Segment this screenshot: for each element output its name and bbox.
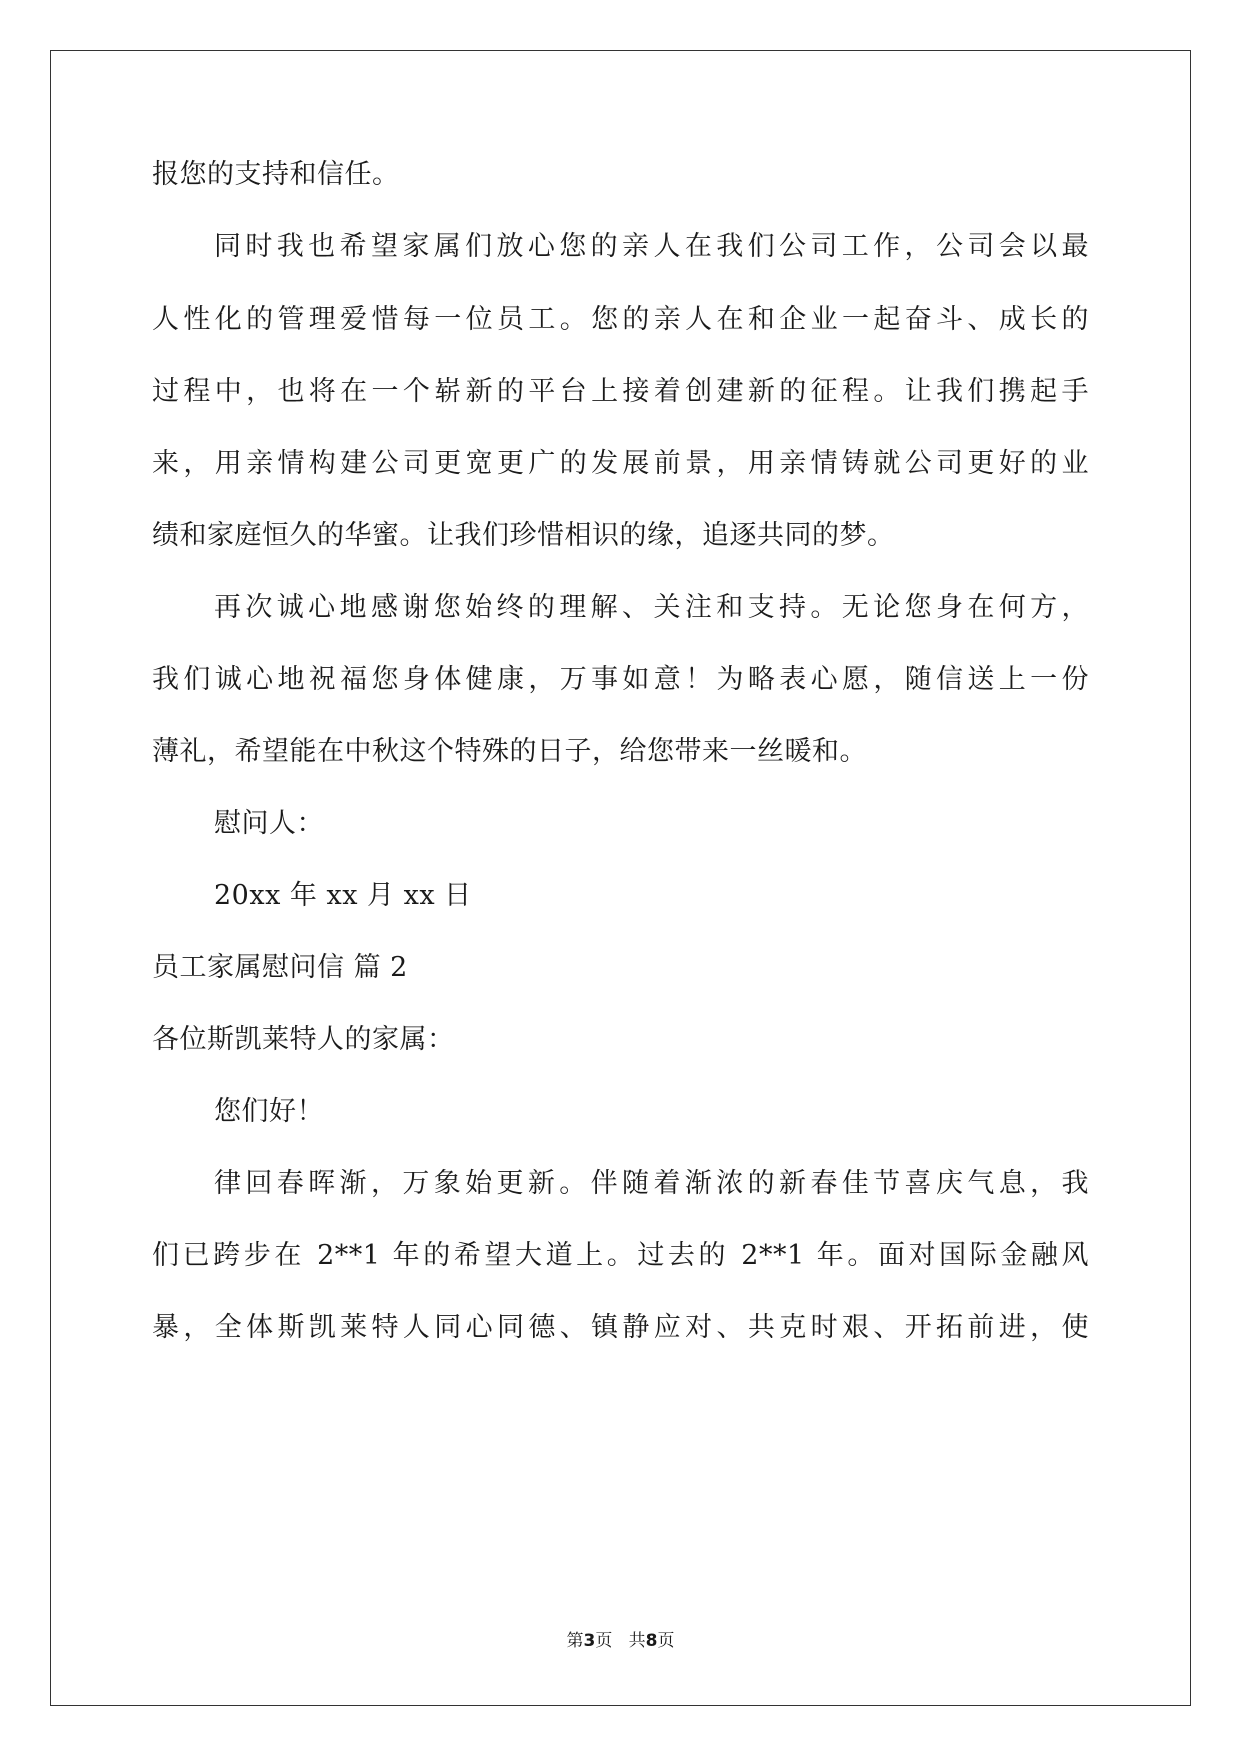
paragraph-line: 们已跨步在 2**1 年的希望大道上。过去的 2**1 年。面对国际金融风	[152, 1240, 1089, 1271]
greeting: 您们好！	[214, 1096, 324, 1127]
paragraph-line: 绩和家庭恒久的华蜜。让我们珍惜相识的缘，追逐共同的梦。	[152, 520, 895, 551]
paragraph-line: 薄礼，希望能在中秋这个特殊的日子，给您带来一丝暖和。	[152, 736, 867, 767]
total-page-number: 8	[645, 1631, 658, 1651]
salutation: 各位斯凯莱特人的家属：	[152, 1024, 455, 1055]
paragraph-line: 同时我也希望家属们放心您的亲人在我们公司工作，公司会以最	[214, 231, 1089, 262]
paragraph-line: 来，用亲情构建公司更宽更广的发展前景，用亲情铸就公司更好的业	[152, 448, 1089, 479]
section-heading: 员工家属慰问信 篇 2	[152, 952, 408, 983]
paragraph-line: 过程中，也将在一个崭新的平台上接着创建新的征程。让我们携起手	[152, 376, 1089, 407]
paragraph-line: 报您的支持和信任。	[152, 159, 400, 190]
paragraph-line: 人性化的管理爱惜每一位员工。您的亲人在和企业一起奋斗、成长的	[152, 304, 1089, 335]
paragraph-line: 暴，全体斯凯莱特人同心同德、镇静应对、共克时艰、开拓前进，使	[152, 1312, 1089, 1343]
paragraph-line: 再次诚心地感谢您始终的理解、关注和支持。无论您身在何方，	[214, 592, 1089, 623]
footer-prefix: 第	[566, 1631, 584, 1651]
footer-mid: 页 共	[595, 1631, 646, 1651]
date-line: 20xx 年 xx 月 xx 日	[214, 880, 472, 911]
signature-label: 慰问人：	[214, 808, 324, 839]
page-footer	[0, 1630, 1241, 1652]
paragraph-line: 律回春晖渐，万象始更新。伴随着渐浓的新春佳节喜庆气息，我	[214, 1168, 1089, 1199]
current-page-number: 3	[583, 1631, 596, 1651]
page-border	[50, 50, 1191, 1706]
paragraph-line: 我们诚心地祝福您身体健康，万事如意！为略表心愿，随信送上一份	[152, 664, 1089, 695]
footer-suffix: 页	[657, 1631, 675, 1651]
